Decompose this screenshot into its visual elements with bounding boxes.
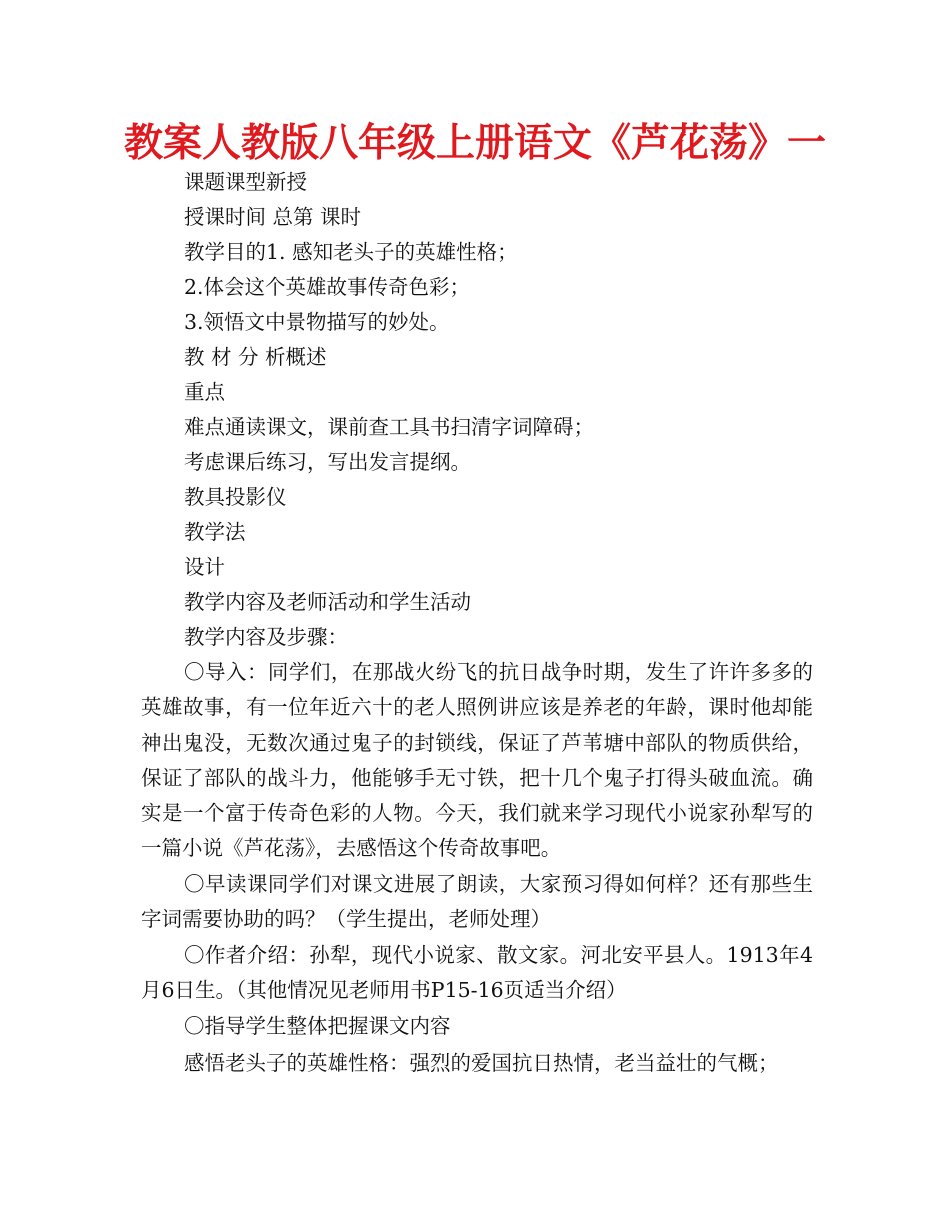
objective-line-1: 教学目的1. 感知老头子的英雄性格；	[184, 240, 518, 264]
guidance-paragraph: 〇指导学生整体把握课文内容	[184, 1014, 451, 1038]
content-activity-line: 教学内容及老师活动和学生活动	[184, 590, 471, 614]
material-analysis-line: 教 材 分 析概述	[184, 345, 327, 369]
objective-line-3: 3.领悟文中景物描写的妙处。	[184, 310, 450, 334]
difficulty-line: 难点通读课文，课前查工具书扫清字词障碍；	[184, 415, 594, 439]
objective-line-2: 2.体会这个英雄故事传奇色彩；	[184, 275, 471, 299]
author-paragraph: 〇作者介绍：孙犁，现代小说家、散文家。河北安平县人。1913年4月6日生。（其他情况见老师用书P15-16页适当介绍）	[141, 943, 813, 1003]
teaching-aid-line: 教具投影仪	[184, 485, 287, 509]
intro-paragraph: 〇导入：同学们，在那战火纷飞的抗日战争时期，发生了许许多多的英雄故事，有一位年近六十的老人照例讲应该是养老的年龄，课时他却能神出鬼没，无数次通过鬼子的封锁线，保证了芦苇塘中部队的物质供给，保证了部队的战斗力，他能够手无寸铁，把十几个鬼子打得头破血流。确实是一个富于传奇色彩的人物。今天，我们就来学习现代小说家孙犁写的一篇小说《芦花荡》，去感悟这个传奇故事吧。	[141, 660, 813, 861]
key-point-line: 重点	[184, 380, 225, 404]
class-time-line: 授课时间 总第 课时	[184, 205, 362, 229]
design-line: 设计	[184, 555, 225, 579]
document-title: 教案人教版八年级上册语文《芦花荡》一	[123, 121, 826, 166]
preview-paragraph: 〇早读课同学们对课文进展了朗读，大家预习得如何样？还有那些生字词需要协助的吗？（学生提出，老师处理）	[141, 872, 813, 932]
lesson-type-line: 课题课型新授	[184, 170, 307, 194]
character-paragraph: 感悟老头子的英雄性格：强烈的爱国抗日热情，老当益壮的气概；	[184, 1051, 779, 1075]
exercise-line: 考虑课后练习，写出发言提纲。	[184, 450, 471, 474]
teaching-method-line: 教学法	[184, 520, 246, 544]
content-steps-line: 教学内容及步骤：	[184, 625, 348, 649]
